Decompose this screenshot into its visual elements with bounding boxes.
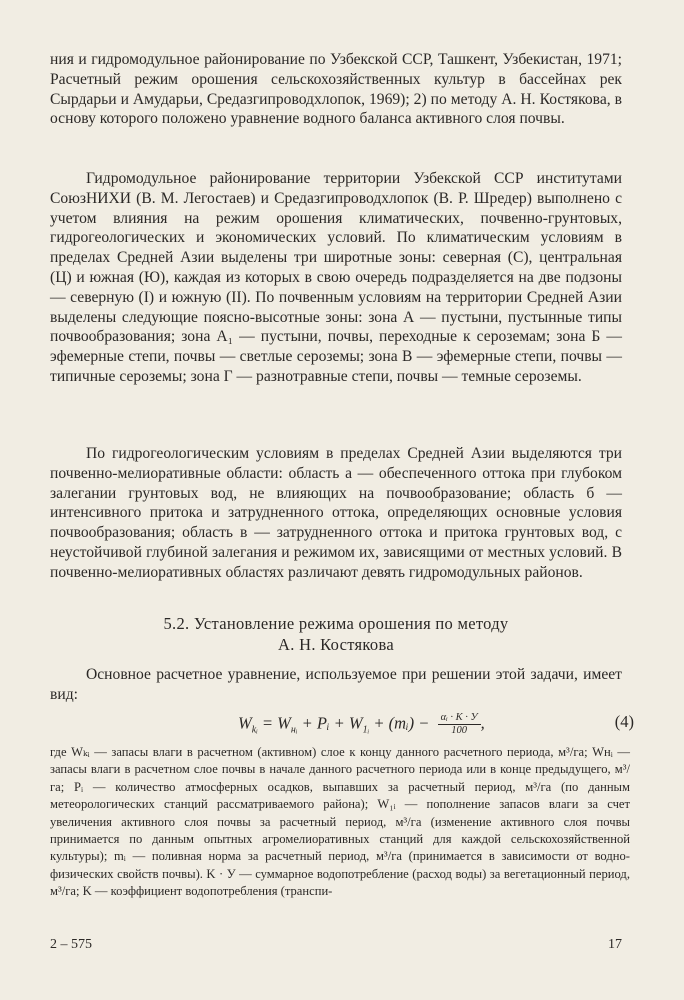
section-title: Установление режима орошения по методу bbox=[193, 614, 509, 633]
paragraph-equation-intro: Основное расчетное уравнение, используемое при решении этой задачи, имеет вид: bbox=[50, 666, 622, 703]
equation-number: (4) bbox=[614, 712, 634, 731]
page-number: 17 bbox=[608, 937, 622, 952]
paragraph-zoning: Гидромодульное районирование территории Узбекской ССР институтами СоюзНИХИ (В. М. Легостаев) и Средазгипроводхлопок (В. Р. Шредер) выполнено с учетом влияния на режим орошения климатических, почвенно-грунтовых, гидрогеологических и экономических условий. По климатическим условиям в пределах Средней Азии выделены три широтные зоны: северная (С), центральная (Ц) и южная (Ю), каждая из которых в свою очередь подразделяется на две подзоны — северную (I) и южную (II). По почвенным условиям на территории Средней Азии выделены следующие поясно-высотные зоны: зона А — пустыни, пустынные типы почвообразования; зона А₁ — пустыни, почвы, переходные к сероземам; зона Б — эфемерные степи, почвы — светлые сероземы; зона В — эфемерные степи, почвы — типичные сероземы; зона Г — разнотравные степи, почвы — темные сероземы. bbox=[50, 170, 622, 385]
paragraph-hydrogeology: По гидрогеологическим условиям в пределах Средней Азии выделяются три почвенно-мелиоративные области: область а — обеспеченного оттока при глубоком залегании грунтовых вод, не влияющих на почвообразование; область б — интенсивного притока и затрудненного оттока, определяющих основные условия почвообразования; область в — затрудненного оттока и притока грунтовых вод, с неустойчивой глубиной залегания и режимом их, зависящими от местных условий. В почвенно-мелиоративных областях различают девять гидромодульных районов. bbox=[50, 445, 622, 581]
section-title-line2: А. Н. Костякова bbox=[278, 635, 394, 654]
variable-definitions: где Wₖᵢ — запасы влаги в расчетном (активном) слое к концу данного расчетного периода, м³/га; Wнᵢ — запасы влаги в расчетном слое почвы в начале данного расчетного периода или в конце предыдущего, м³/га; Pᵢ — количество атмосферных осадков, выпавших за расчетный период, м³/га (по данным метеорологических станций рассматриваемого района); W₁ᵢ — пополнение запасов влаги за счет увеличения активного слоя почвы за расчетный период, м³/га (изменение активного слоя почвы принимается по данным опытных агромелиоративных станций для каждой сельскохозяйственной культуры); mᵢ — поливная норма за расчетный период, м³/га (принимается в зависимости от водно-физических свойств почвы). K · У — суммарное водопотребление (расход воды) за вегетационный период, м³/га; K — коэффициент водопотребления (транспи- bbox=[50, 745, 630, 899]
section-heading bbox=[50, 613, 622, 655]
section-number: 5.2. bbox=[163, 614, 190, 633]
equation-fraction: $\frac{\text{αᵢ · K · У}}{100}$ bbox=[438, 712, 481, 737]
paragraph-continued: ния и гидромодульное районирование по Узбекской ССР, Ташкент, Узбекистан, 1971; Расчетный режим орошения сельскохозяйственных культур в бассейнах рек Сырдарьи и Амударьи, Средазгипроводхлопок, 1969); 2) по методу А. Н. Костякова, в основу которого положено уравнение водного баланса активного слоя почвы. bbox=[50, 51, 622, 128]
equation-expression: $W_{kᵢ} = W_{нᵢ}$ + Pᵢ + $W_{1ᵢ}$ + (mᵢ) − $\frac{\text{αᵢ · K · У}}{100}$ , bbox=[238, 712, 485, 736]
equation bbox=[50, 706, 634, 746]
printer-signature: 2 – 575 bbox=[50, 937, 92, 952]
section-title-line1 bbox=[50, 613, 622, 634]
